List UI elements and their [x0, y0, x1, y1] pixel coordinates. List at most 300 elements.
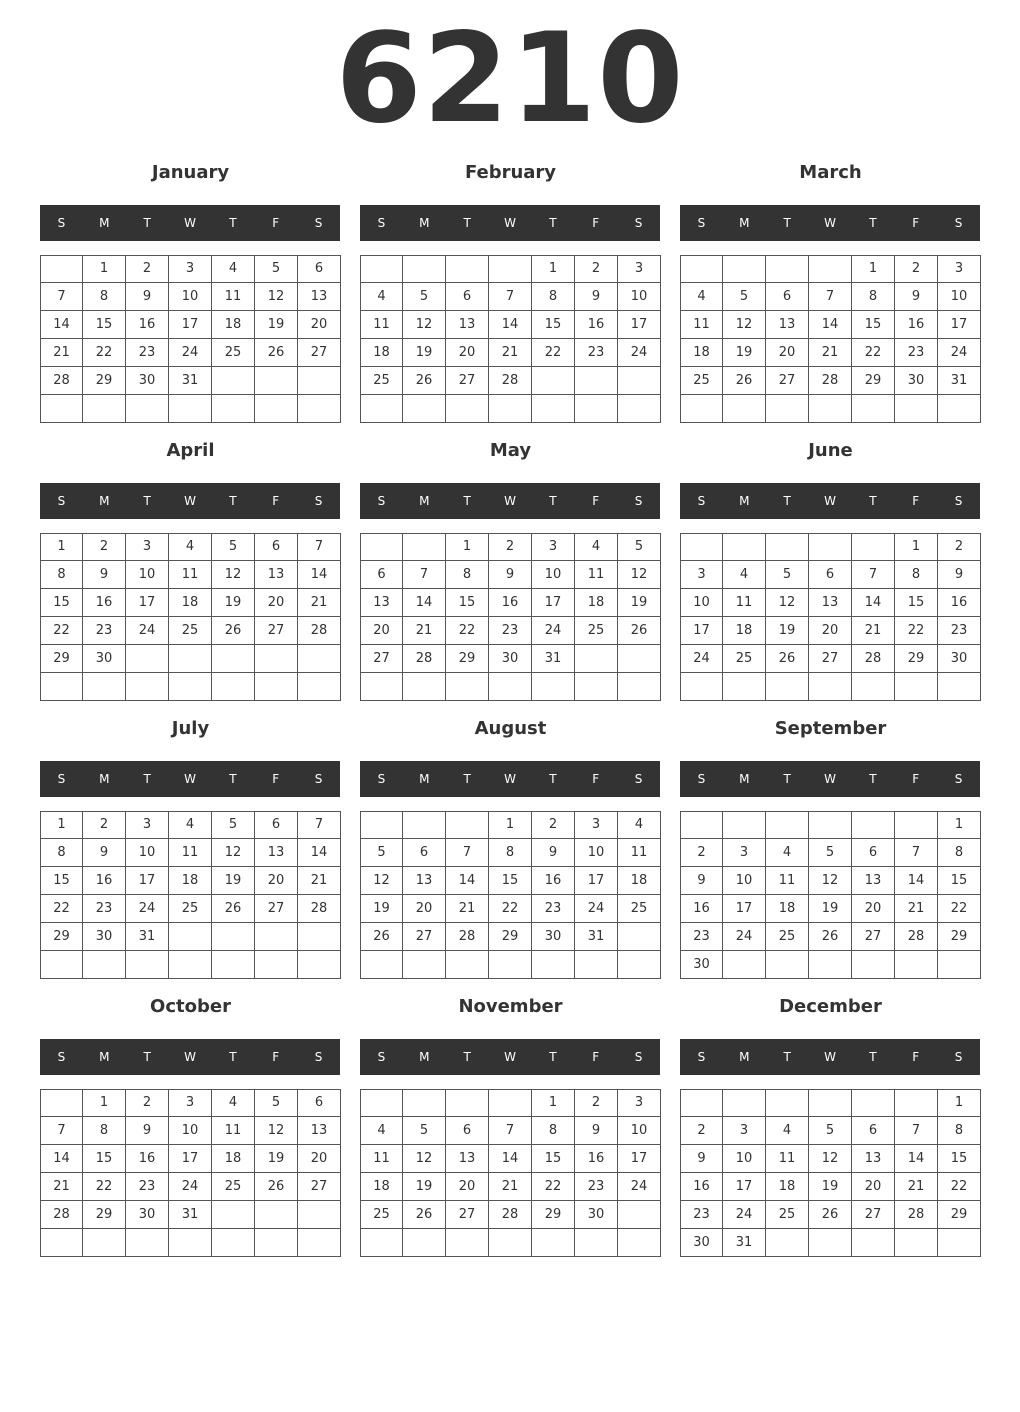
- weekday-label: T: [229, 494, 237, 508]
- empty-day-cell: [618, 367, 661, 395]
- weekday-label: M: [739, 1050, 750, 1064]
- day-cell: 28: [852, 645, 895, 673]
- empty-day-cell: [680, 811, 723, 839]
- weekday-header: [680, 205, 980, 241]
- day-cell: 4: [212, 1089, 255, 1117]
- day-cell: 2: [938, 533, 981, 561]
- day-cell: 6: [360, 561, 403, 589]
- weekday-header: [40, 1039, 340, 1075]
- day-cell: 3: [680, 561, 723, 589]
- empty-day-cell: [938, 673, 981, 701]
- day-cell: 17: [169, 311, 212, 339]
- day-cell: 22: [83, 339, 126, 367]
- day-cell: 3: [532, 533, 575, 561]
- empty-day-cell: [532, 367, 575, 395]
- day-cell: 12: [212, 839, 255, 867]
- day-cell: 1: [40, 533, 83, 561]
- day-cell: 29: [83, 1201, 126, 1229]
- empty-day-cell: [723, 811, 766, 839]
- day-cell: 30: [83, 923, 126, 951]
- weekday-header: [40, 483, 340, 519]
- day-cell: 26: [360, 923, 403, 951]
- weekday-header: [360, 761, 660, 797]
- days-grid: [680, 255, 981, 423]
- weekday-label: T: [869, 772, 877, 786]
- empty-day-cell: [766, 1229, 809, 1257]
- empty-day-cell: [40, 673, 83, 701]
- day-cell: 4: [212, 255, 255, 283]
- day-cell: 31: [532, 645, 575, 673]
- day-cell: 4: [575, 533, 618, 561]
- empty-day-cell: [575, 951, 618, 979]
- day-cell: 13: [446, 1145, 489, 1173]
- weekday-label: T: [869, 216, 877, 230]
- weekday-label: T: [143, 494, 151, 508]
- day-cell: 14: [489, 311, 532, 339]
- day-cell: 13: [766, 311, 809, 339]
- weekday-header: [360, 205, 660, 241]
- day-cell: 30: [938, 645, 981, 673]
- weekday-label: T: [463, 1050, 471, 1064]
- weekday-header: [360, 1039, 660, 1075]
- day-cell: 26: [403, 1201, 446, 1229]
- empty-day-cell: [809, 395, 852, 423]
- empty-day-cell: [895, 395, 938, 423]
- weekday-label: S: [954, 772, 963, 786]
- day-cell: 11: [169, 561, 212, 589]
- day-cell: 28: [489, 1201, 532, 1229]
- empty-day-cell: [298, 367, 341, 395]
- day-cell: 11: [169, 839, 212, 867]
- day-cell: 7: [895, 1117, 938, 1145]
- empty-day-cell: [126, 673, 169, 701]
- day-cell: 7: [446, 839, 489, 867]
- weekday-label: W: [504, 1050, 516, 1064]
- day-cell: 5: [212, 811, 255, 839]
- day-cell: 12: [255, 1117, 298, 1145]
- day-cell: 11: [575, 561, 618, 589]
- weekday-label: M: [99, 494, 110, 508]
- empty-day-cell: [403, 533, 446, 561]
- day-cell: 28: [403, 645, 446, 673]
- day-cell: 8: [895, 561, 938, 589]
- day-cell: 24: [126, 895, 169, 923]
- day-cell: 4: [169, 533, 212, 561]
- weekday-label: S: [634, 772, 643, 786]
- weekday-label: M: [419, 772, 430, 786]
- day-cell: 15: [532, 1145, 575, 1173]
- empty-day-cell: [446, 811, 489, 839]
- day-cell: 22: [532, 339, 575, 367]
- day-cell: 3: [126, 811, 169, 839]
- day-cell: 18: [618, 867, 661, 895]
- day-cell: 23: [575, 1173, 618, 1201]
- day-cell: 24: [723, 923, 766, 951]
- day-cell: 3: [938, 255, 981, 283]
- day-cell: 17: [618, 311, 661, 339]
- weekday-label: S: [377, 216, 386, 230]
- weekday-label: M: [739, 216, 750, 230]
- day-cell: 27: [403, 923, 446, 951]
- day-cell: 31: [938, 367, 981, 395]
- empty-day-cell: [489, 1089, 532, 1117]
- empty-day-cell: [852, 951, 895, 979]
- day-cell: 21: [489, 339, 532, 367]
- day-cell: 23: [83, 895, 126, 923]
- day-cell: 8: [40, 839, 83, 867]
- empty-day-cell: [360, 1089, 403, 1117]
- weekday-label: S: [314, 1050, 323, 1064]
- day-cell: 9: [575, 283, 618, 311]
- empty-day-cell: [723, 1089, 766, 1117]
- day-cell: 23: [489, 617, 532, 645]
- empty-day-cell: [489, 395, 532, 423]
- day-cell: 2: [489, 533, 532, 561]
- empty-day-cell: [809, 951, 852, 979]
- empty-day-cell: [446, 1229, 489, 1257]
- day-cell: 11: [723, 589, 766, 617]
- empty-day-cell: [83, 951, 126, 979]
- day-cell: 3: [126, 533, 169, 561]
- day-cell: 7: [489, 1117, 532, 1145]
- empty-day-cell: [575, 1229, 618, 1257]
- day-cell: 23: [83, 617, 126, 645]
- day-cell: 15: [852, 311, 895, 339]
- day-cell: 31: [169, 1201, 212, 1229]
- day-cell: 5: [255, 1089, 298, 1117]
- empty-day-cell: [680, 255, 723, 283]
- day-cell: 9: [680, 867, 723, 895]
- day-cell: 6: [255, 811, 298, 839]
- day-cell: 23: [532, 895, 575, 923]
- empty-day-cell: [403, 1089, 446, 1117]
- day-cell: 1: [895, 533, 938, 561]
- day-cell: 7: [298, 533, 341, 561]
- empty-day-cell: [126, 395, 169, 423]
- day-cell: 18: [360, 1173, 403, 1201]
- empty-day-cell: [446, 673, 489, 701]
- month-name: July: [171, 718, 210, 739]
- day-cell: 7: [403, 561, 446, 589]
- day-cell: 25: [766, 923, 809, 951]
- weekday-label: F: [272, 494, 280, 508]
- day-cell: 31: [575, 923, 618, 951]
- weekday-label: M: [739, 772, 750, 786]
- empty-day-cell: [212, 367, 255, 395]
- empty-day-cell: [255, 1229, 298, 1257]
- day-cell: 3: [723, 1117, 766, 1145]
- day-cell: 26: [809, 1201, 852, 1229]
- weekday-label: T: [869, 494, 877, 508]
- day-cell: 13: [809, 589, 852, 617]
- weekday-header: [360, 483, 660, 519]
- empty-day-cell: [298, 395, 341, 423]
- day-cell: 20: [403, 895, 446, 923]
- day-cell: 22: [532, 1173, 575, 1201]
- day-cell: 19: [212, 867, 255, 895]
- empty-day-cell: [766, 395, 809, 423]
- days-grid: [40, 1089, 341, 1257]
- day-cell: 19: [403, 1173, 446, 1201]
- day-cell: 29: [532, 1201, 575, 1229]
- day-cell: 22: [489, 895, 532, 923]
- day-cell: 11: [212, 283, 255, 311]
- day-cell: 19: [618, 589, 661, 617]
- weekday-label: F: [272, 1050, 280, 1064]
- empty-day-cell: [212, 923, 255, 951]
- weekday-label: T: [549, 494, 557, 508]
- day-cell: 18: [360, 339, 403, 367]
- day-cell: 8: [489, 839, 532, 867]
- day-cell: 21: [895, 895, 938, 923]
- day-cell: 14: [809, 311, 852, 339]
- empty-day-cell: [255, 673, 298, 701]
- day-cell: 3: [169, 1089, 212, 1117]
- day-cell: 10: [126, 839, 169, 867]
- weekday-label: T: [463, 494, 471, 508]
- weekday-label: F: [912, 772, 920, 786]
- day-cell: 15: [938, 1145, 981, 1173]
- day-cell: 10: [618, 1117, 661, 1145]
- weekday-label: T: [229, 1050, 237, 1064]
- empty-day-cell: [852, 533, 895, 561]
- weekday-label: T: [463, 772, 471, 786]
- day-cell: 25: [766, 1201, 809, 1229]
- day-cell: 26: [723, 367, 766, 395]
- day-cell: 8: [532, 1117, 575, 1145]
- day-cell: 27: [446, 367, 489, 395]
- empty-day-cell: [809, 811, 852, 839]
- day-cell: 22: [938, 895, 981, 923]
- weekday-label: M: [99, 1050, 110, 1064]
- day-cell: 11: [680, 311, 723, 339]
- day-cell: 12: [723, 311, 766, 339]
- day-cell: 2: [680, 839, 723, 867]
- empty-day-cell: [255, 923, 298, 951]
- empty-day-cell: [40, 1229, 83, 1257]
- day-cell: 28: [298, 895, 341, 923]
- weekday-label: S: [954, 1050, 963, 1064]
- weekday-label: T: [229, 772, 237, 786]
- days-grid: [360, 1089, 661, 1257]
- empty-day-cell: [212, 1229, 255, 1257]
- weekday-label: S: [954, 216, 963, 230]
- day-cell: 8: [446, 561, 489, 589]
- day-cell: 24: [618, 339, 661, 367]
- empty-day-cell: [360, 811, 403, 839]
- days-grid: [680, 533, 981, 701]
- day-cell: 23: [680, 1201, 723, 1229]
- empty-day-cell: [169, 395, 212, 423]
- empty-day-cell: [723, 533, 766, 561]
- month-name: October: [150, 996, 231, 1017]
- empty-day-cell: [446, 951, 489, 979]
- day-cell: 20: [360, 617, 403, 645]
- empty-day-cell: [298, 1201, 341, 1229]
- day-cell: 30: [575, 1201, 618, 1229]
- day-cell: 26: [618, 617, 661, 645]
- empty-day-cell: [680, 673, 723, 701]
- day-cell: 18: [680, 339, 723, 367]
- day-cell: 27: [852, 923, 895, 951]
- day-cell: 8: [938, 1117, 981, 1145]
- empty-day-cell: [809, 673, 852, 701]
- day-cell: 1: [489, 811, 532, 839]
- empty-day-cell: [532, 395, 575, 423]
- day-cell: 1: [938, 811, 981, 839]
- day-cell: 27: [255, 895, 298, 923]
- empty-day-cell: [618, 1201, 661, 1229]
- day-cell: 28: [40, 1201, 83, 1229]
- weekday-label: W: [504, 494, 516, 508]
- day-cell: 18: [212, 1145, 255, 1173]
- weekday-label: S: [57, 1050, 66, 1064]
- weekday-label: W: [824, 494, 836, 508]
- day-cell: 15: [40, 867, 83, 895]
- day-cell: 17: [126, 867, 169, 895]
- day-cell: 17: [169, 1145, 212, 1173]
- day-cell: 30: [680, 951, 723, 979]
- day-cell: 13: [298, 283, 341, 311]
- weekday-label: S: [634, 216, 643, 230]
- day-cell: 7: [489, 283, 532, 311]
- empty-day-cell: [680, 1089, 723, 1117]
- day-cell: 14: [895, 867, 938, 895]
- empty-day-cell: [298, 923, 341, 951]
- empty-day-cell: [255, 395, 298, 423]
- day-cell: 17: [680, 617, 723, 645]
- weekday-label: W: [184, 216, 196, 230]
- weekday-label: W: [184, 772, 196, 786]
- day-cell: 11: [618, 839, 661, 867]
- month-name: May: [489, 440, 532, 461]
- day-cell: 16: [895, 311, 938, 339]
- day-cell: 3: [618, 255, 661, 283]
- day-cell: 5: [809, 839, 852, 867]
- day-cell: 16: [680, 895, 723, 923]
- day-cell: 28: [446, 923, 489, 951]
- empty-day-cell: [809, 1089, 852, 1117]
- day-cell: 30: [895, 367, 938, 395]
- day-cell: 20: [809, 617, 852, 645]
- day-cell: 13: [360, 589, 403, 617]
- empty-day-cell: [489, 1229, 532, 1257]
- empty-day-cell: [40, 395, 83, 423]
- day-cell: 6: [852, 839, 895, 867]
- empty-day-cell: [489, 255, 532, 283]
- day-cell: 16: [126, 1145, 169, 1173]
- day-cell: 21: [298, 589, 341, 617]
- day-cell: 30: [532, 923, 575, 951]
- weekday-label: T: [549, 772, 557, 786]
- day-cell: 21: [40, 339, 83, 367]
- day-cell: 8: [83, 283, 126, 311]
- day-cell: 15: [83, 311, 126, 339]
- day-cell: 13: [446, 311, 489, 339]
- day-cell: 14: [298, 839, 341, 867]
- empty-day-cell: [212, 673, 255, 701]
- empty-day-cell: [938, 951, 981, 979]
- empty-day-cell: [298, 951, 341, 979]
- empty-day-cell: [169, 645, 212, 673]
- weekday-label: T: [143, 216, 151, 230]
- day-cell: 5: [403, 1117, 446, 1145]
- day-cell: 29: [83, 367, 126, 395]
- day-cell: 18: [169, 589, 212, 617]
- day-cell: 15: [40, 589, 83, 617]
- day-cell: 2: [532, 811, 575, 839]
- day-cell: 10: [169, 283, 212, 311]
- day-cell: 28: [40, 367, 83, 395]
- day-cell: 17: [618, 1145, 661, 1173]
- empty-day-cell: [766, 533, 809, 561]
- weekday-label: M: [99, 216, 110, 230]
- day-cell: 16: [83, 589, 126, 617]
- day-cell: 4: [169, 811, 212, 839]
- empty-day-cell: [895, 1229, 938, 1257]
- day-cell: 2: [575, 1089, 618, 1117]
- weekday-label: F: [272, 772, 280, 786]
- day-cell: 12: [212, 561, 255, 589]
- empty-day-cell: [403, 673, 446, 701]
- day-cell: 1: [532, 255, 575, 283]
- days-grid: [360, 255, 661, 423]
- empty-day-cell: [852, 395, 895, 423]
- day-cell: 23: [680, 923, 723, 951]
- day-cell: 7: [809, 283, 852, 311]
- days-grid: [680, 1089, 981, 1257]
- day-cell: 15: [489, 867, 532, 895]
- day-cell: 3: [723, 839, 766, 867]
- day-cell: 7: [298, 811, 341, 839]
- empty-day-cell: [360, 395, 403, 423]
- day-cell: 9: [895, 283, 938, 311]
- day-cell: 21: [298, 867, 341, 895]
- day-cell: 15: [446, 589, 489, 617]
- day-cell: 19: [255, 1145, 298, 1173]
- empty-day-cell: [575, 673, 618, 701]
- weekday-label: F: [272, 216, 280, 230]
- day-cell: 16: [489, 589, 532, 617]
- empty-day-cell: [126, 1229, 169, 1257]
- day-cell: 9: [680, 1145, 723, 1173]
- day-cell: 13: [852, 867, 895, 895]
- day-cell: 21: [809, 339, 852, 367]
- day-cell: 8: [532, 283, 575, 311]
- day-cell: 3: [618, 1089, 661, 1117]
- empty-day-cell: [766, 811, 809, 839]
- day-cell: 15: [895, 589, 938, 617]
- empty-day-cell: [532, 673, 575, 701]
- day-cell: 12: [255, 283, 298, 311]
- day-cell: 5: [809, 1117, 852, 1145]
- weekday-label: F: [912, 1050, 920, 1064]
- weekday-label: S: [57, 494, 66, 508]
- day-cell: 2: [575, 255, 618, 283]
- day-cell: 5: [360, 839, 403, 867]
- day-cell: 25: [169, 617, 212, 645]
- empty-day-cell: [126, 645, 169, 673]
- day-cell: 10: [680, 589, 723, 617]
- month-name: September: [774, 718, 887, 739]
- day-cell: 30: [126, 1201, 169, 1229]
- day-cell: 11: [360, 311, 403, 339]
- day-cell: 17: [532, 589, 575, 617]
- day-cell: 21: [446, 895, 489, 923]
- weekday-label: W: [824, 216, 836, 230]
- day-cell: 25: [360, 367, 403, 395]
- day-cell: 31: [723, 1229, 766, 1257]
